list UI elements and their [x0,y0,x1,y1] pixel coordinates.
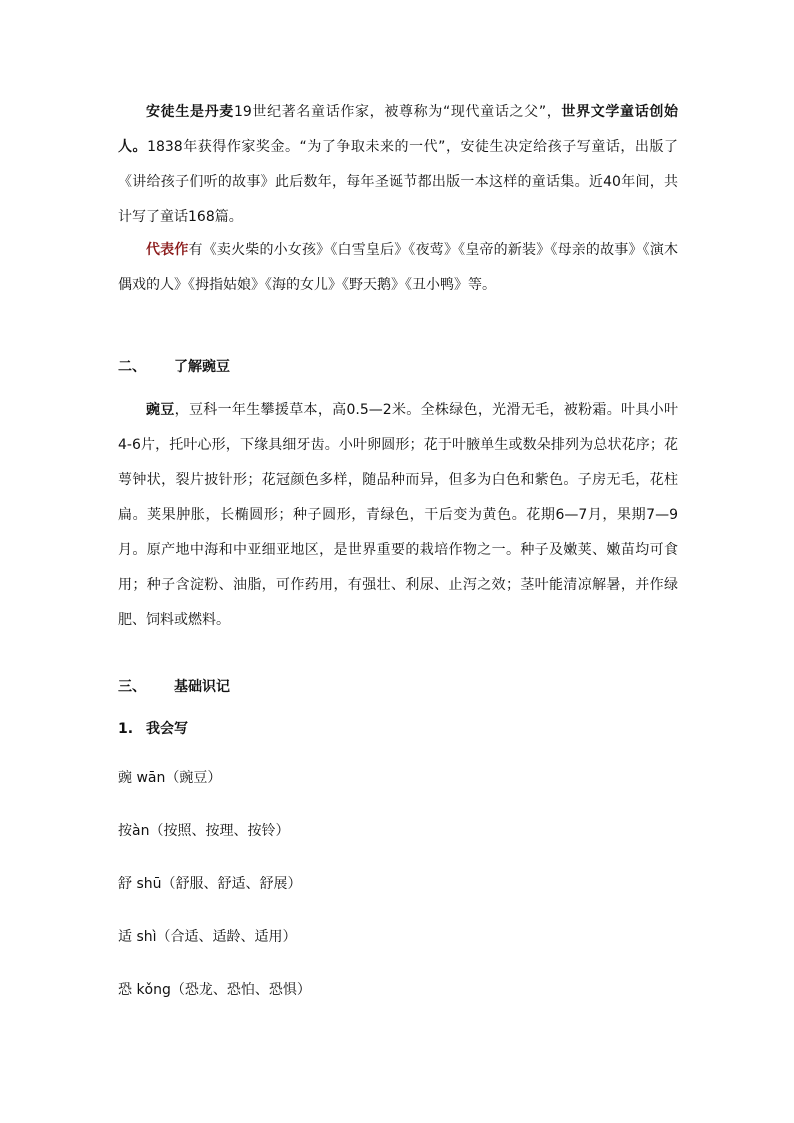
section-2-heading [118,356,230,376]
word-item: 按àn（按照、按理、按铃） [118,823,290,839]
section-2-number: 二、 [118,359,146,375]
works-paragraph [118,233,678,303]
subsection-1-number: 1. [118,721,134,737]
section-3-heading [118,676,230,696]
word-item: 适 shì（合适、适龄、适用） [118,929,297,945]
subsection-1-heading [118,718,188,738]
intro-paragraph [118,95,678,235]
word-item: 舒 shū（舒服、舒适、舒展） [118,876,302,892]
section-3-number: 三、 [118,679,146,695]
word-item: 恐 kǒng（恐龙、恐怕、恐惧） [118,982,311,998]
section-2-title: 了解豌豆 [174,359,230,375]
works-text: 有《卖火柴的小女孩》《白雪皇后》《夜莺》《皇帝的新装》《母亲的故事》《演木偶戏的人》《拇指姑娘》《海的女儿》《野天鹅》《丑小鸭》等。 [118,242,679,293]
intro-text-1: 19世纪著名童话作家，被尊称为“现代童话之父”， [233,104,562,120]
subsection-1-title: 我会写 [146,721,188,737]
intro-text-2: 1838年获得作家奖金。“为了争取未来的一代”，安徒生决定给孩子写童话，出版了《讲给孩子们听的故事》此后数年，每年圣诞节都出版一本这样的童话集。近40年间，共计写了童话168篇。 [118,139,678,225]
section-3-title: 基础识记 [174,679,230,695]
word-item: 豌 wān（豌豆） [118,770,222,786]
works-label: 代表作 [146,242,189,258]
pea-bold-lead: 豌豆 [146,402,175,418]
pea-paragraph [118,393,678,638]
pea-text: ，豆科一年生攀援草本，高0.5—2米。全株绿色，光滑无毛，被粉霜。叶具小叶4-6片，托叶心形，下缘具细牙齿。小叶卵圆形；花于叶腋单生或数朵排列为总状花序；花萼钟状，裂片披针形；花冠颜色多样，随品种而异，但多为白色和紫色。子房无毛，花柱扁。荚果肿胀，长椭圆形；种子圆形，青绿色，干后变为黄色。花期6—7月，果期7—9月。原产地中海和中亚细亚地区，是世界重要的栽培作物之一。种子及嫩荚、嫩苗均可食用；种子含淀粉、油脂，可作药用，有强壮、利尿、止泻之效；茎叶能清凉解暑，并作绿肥、饲料或燃料。 [118,402,679,628]
intro-bold-lead: 安徒生是丹麦 [146,104,234,120]
intro-bold-mid: 世界文学童话创始人。 [118,104,679,155]
